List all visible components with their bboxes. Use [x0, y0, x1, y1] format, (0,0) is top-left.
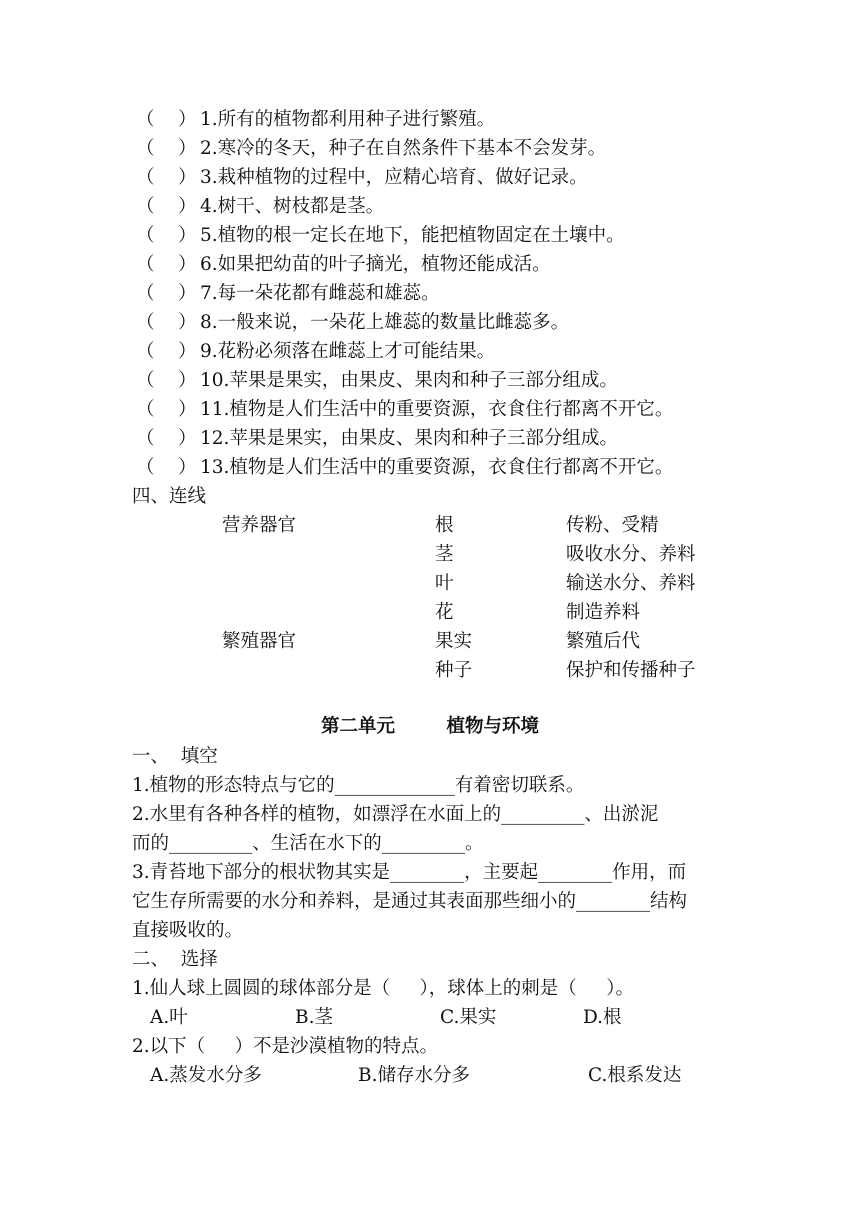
fill-line-3: 而的_________、生活在水下的_________。 — [132, 833, 484, 854]
match-organ: 种子 — [435, 660, 473, 681]
match-organ: 叶 — [435, 573, 454, 594]
statement-text: 9.花粉必须落在雌蕊上才可能结果。 — [200, 341, 496, 362]
answer-paren: （ ） — [136, 428, 197, 449]
match-organ: 果实 — [435, 631, 473, 652]
tf-item-13 — [136, 453, 673, 482]
match-organ: 根 — [435, 515, 454, 536]
match-organ: 茎 — [435, 544, 454, 565]
fill-line-5: 它生存所需要的水分和养料，是通过其表面那些细小的________结构 — [132, 891, 688, 912]
unit-title: 第二单元 植物与环境 — [320, 716, 540, 737]
answer-paren: （ ） — [136, 225, 197, 246]
statement-text: 13.植物是人们生活中的重要资源，衣食住行都离不开它。 — [200, 457, 674, 478]
tf-item-8 — [136, 308, 569, 337]
answer-paren: （ ） — [136, 341, 197, 362]
tf-item-3 — [136, 163, 588, 192]
fill-line-1: 1.植物的形态特点与它的_____________有着密切联系。 — [132, 775, 585, 796]
match-group-label: 营养器官 — [222, 515, 297, 536]
match-function: 输送水分、养料 — [566, 573, 696, 594]
statement-text: 10.苹果是果实，由果皮、果肉和种子三部分组成。 — [200, 370, 618, 391]
choice-option: B.储存水分多 — [358, 1065, 470, 1086]
answer-paren: （ ） — [136, 138, 197, 159]
statement-text: 12.苹果是果实，由果皮、果肉和种子三部分组成。 — [200, 428, 618, 449]
answer-paren: （ ） — [136, 109, 197, 130]
answer-paren: （ ） — [136, 370, 197, 391]
tf-item-6 — [136, 250, 551, 279]
answer-paren: （ ） — [136, 283, 197, 304]
choice-question-2: 2.以下（ ）不是沙漠植物的特点。 — [132, 1036, 439, 1057]
choice-option: C.果实 — [440, 1007, 497, 1028]
statement-text: 8.一般来说，一朵花上雄蕊的数量比雌蕊多。 — [200, 312, 570, 333]
choice-option: C.根系发达 — [588, 1065, 682, 1086]
match-function: 传粉、受精 — [566, 515, 659, 536]
statement-text: 3.栽种植物的过程中，应精心培育、做好记录。 — [200, 167, 588, 188]
tf-item-4 — [136, 192, 384, 221]
match-group-label: 繁殖器官 — [222, 631, 297, 652]
match-function: 保护和传播种子 — [566, 660, 696, 681]
statement-text: 7.每一朵花都有雌蕊和雄蕊。 — [200, 283, 440, 304]
statement-text: 4.树干、树枝都是茎。 — [200, 196, 385, 217]
statement-text: 2.寒冷的冬天，种子在自然条件下基本不会发芽。 — [200, 138, 607, 159]
statement-text: 6.如果把幼苗的叶子摘光，植物还能成活。 — [200, 254, 551, 275]
statement-text: 11.植物是人们生活中的重要资源，衣食住行都离不开它。 — [200, 399, 674, 420]
choice-heading: 二、 选择 — [132, 949, 218, 970]
match-function: 制造养料 — [566, 602, 641, 623]
tf-item-11 — [136, 395, 673, 424]
choice-question-1: 1.仙人球上圆圆的球体部分是（ ），球体上的刺是（ ）。 — [132, 978, 634, 999]
fill-line-4: 3.青苔地下部分的根状物其实是________，主要起________作用，而 — [132, 862, 687, 883]
answer-paren: （ ） — [136, 254, 197, 275]
match-function: 吸收水分、养料 — [566, 544, 696, 565]
tf-item-12 — [136, 424, 618, 453]
answer-paren: （ ） — [136, 399, 197, 420]
tf-item-2 — [136, 134, 606, 163]
match-function: 繁殖后代 — [566, 631, 641, 652]
choice-option: A.叶 — [150, 1007, 188, 1028]
choice-option: A.蒸发水分多 — [150, 1065, 262, 1086]
answer-paren: （ ） — [136, 457, 197, 478]
fill-line-6: 直接吸收的。 — [132, 920, 244, 941]
tf-item-10 — [136, 366, 618, 395]
matching-heading: 四、连线 — [132, 486, 207, 507]
choice-option: D.根 — [583, 1007, 622, 1028]
choice-option: B.茎 — [295, 1007, 333, 1028]
tf-item-9 — [136, 337, 495, 366]
tf-item-5 — [136, 221, 625, 250]
fill-heading: 一、 填空 — [132, 746, 218, 767]
fill-line-2: 2.水里有各种各样的植物，如漂浮在水面上的_________、出淤泥 — [132, 804, 659, 825]
statement-text: 1.所有的植物都利用种子进行繁殖。 — [200, 109, 496, 130]
answer-paren: （ ） — [136, 312, 197, 333]
answer-paren: （ ） — [136, 167, 197, 188]
match-organ: 花 — [435, 602, 454, 623]
answer-paren: （ ） — [136, 196, 197, 217]
tf-item-1 — [136, 105, 495, 134]
tf-item-7 — [136, 279, 440, 308]
statement-text: 5.植物的根一定长在地下，能把植物固定在土壤中。 — [200, 225, 625, 246]
